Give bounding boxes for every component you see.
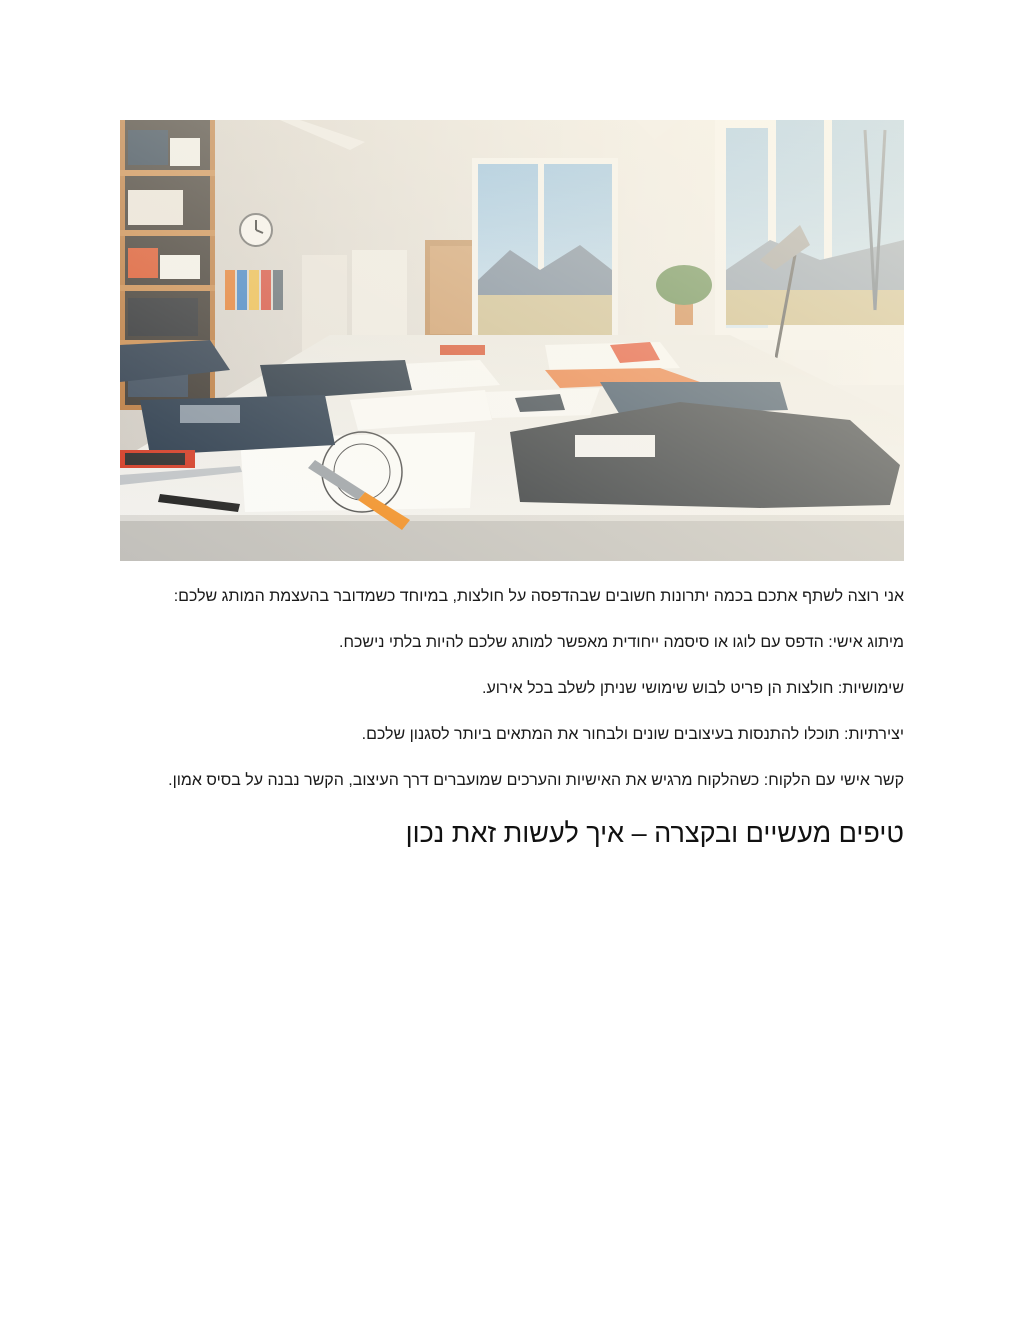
section-heading: טיפים מעשיים ובקצרה – איך לעשות זאת נכון	[405, 818, 904, 848]
studio-illustration	[120, 120, 904, 561]
benefit-creativity: יצירתיות: תוכלו להתנסות בעיצובים שונים ולבחור את המתאים ביותר לסגנון שלכם.	[361, 726, 904, 743]
hero-image	[120, 120, 904, 561]
intro-paragraph: אני רוצה לשתף אתכם בכמה יתרונות חשובים שבהדפסה על חולצות, במיוחד כשמדובר בהעצמת המותג שלכם:	[173, 588, 904, 605]
article-body	[120, 585, 904, 851]
benefit-branding: מיתוג אישי: הדפס עם לוגו או סיסמה ייחודית מאפשר למותג שלכם להיות בלתי נישכח.	[339, 634, 904, 651]
benefit-customer-connection: קשר אישי עם הלקוח: כשהלקוח מרגיש את האישיות והערכים שמועברים דרך העיצוב, הקשר נבנה על בסיס אמון.	[168, 772, 904, 789]
benefit-usability: שימושיות: חולצות הן פריט לבוש שימושי שניתן לשלב בכל אירוע.	[482, 680, 904, 697]
